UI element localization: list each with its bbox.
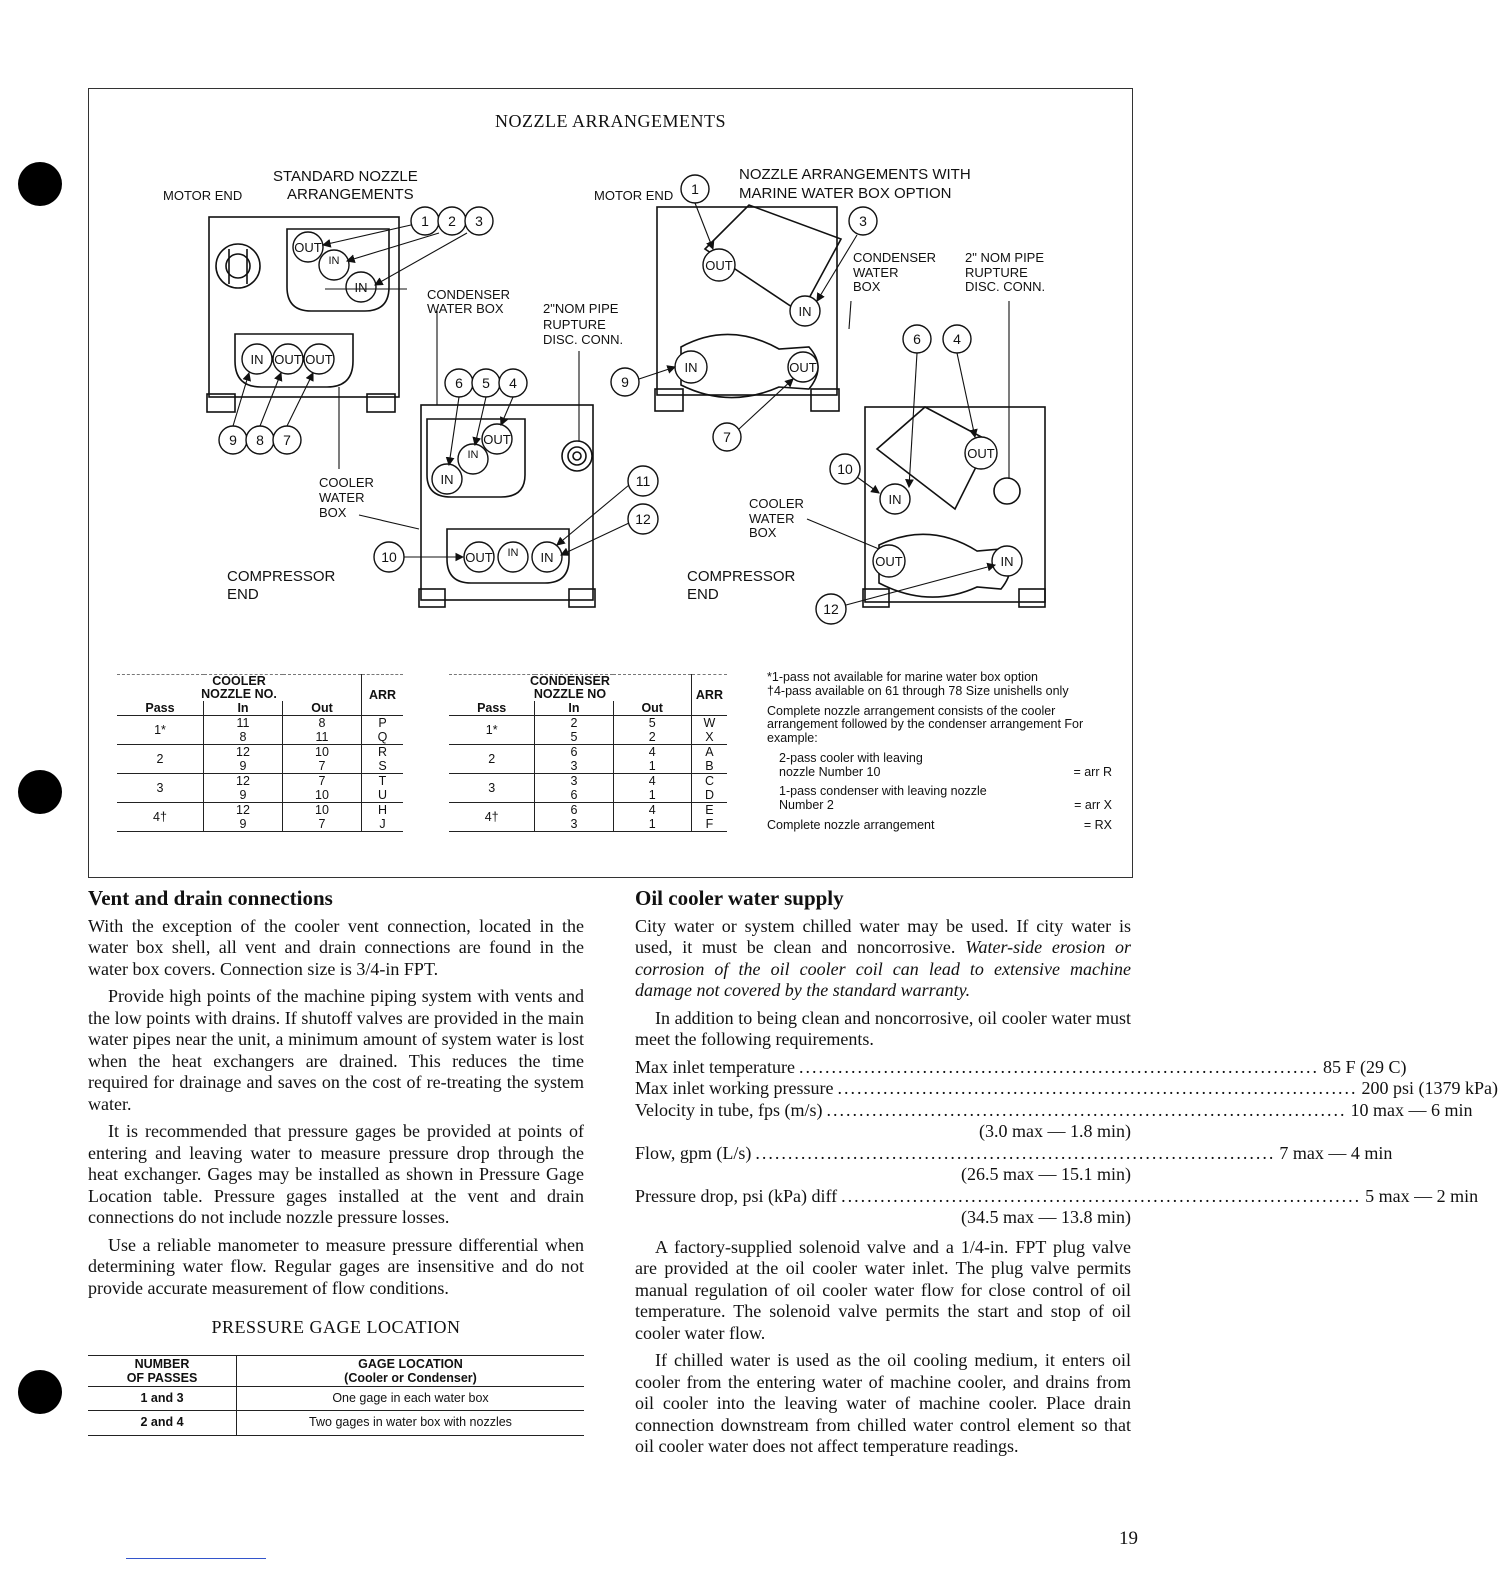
- spec-continuation: (3.0 max — 1.8 min): [979, 1121, 1131, 1141]
- example-row-3: Complete nozzle arrangement = RX: [767, 817, 1112, 832]
- spec-leader: ................................................................................: [837, 1078, 1358, 1098]
- condenser-table-row: [449, 716, 727, 731]
- vent-paragraph-3: It is recommended that pressure gages be provided at points of entering and leaving water to measure pressure drop through the heat exchanger. Gages may be installed as shown in Pressure Gage Location table. Pressure gages installed at the vent and drain connections do not include nozzle pressure losses.: [88, 1121, 584, 1227]
- cooler-table-in-cell: 9: [204, 788, 283, 803]
- svg-text:IN: IN: [1000, 554, 1014, 569]
- condenser-table-pass-cell: 4†: [449, 803, 535, 832]
- vent-heading: Vent and drain connections: [88, 886, 333, 910]
- cooler-nozzle-table: COOLER NOZZLE NO. ARR Pass In Out 1* 11 8 P 8 11 Q 2 12 10 R 9 7 S 3 12 7 T 9 10 U 4† 12 10 H 9 7 J: [117, 674, 403, 832]
- right-column: [635, 886, 1498, 1464]
- cooler-table-out-cell: 7: [283, 759, 362, 774]
- svg-text:WATER: WATER: [749, 511, 795, 526]
- condenser-table-arr-cell: E: [705, 803, 714, 817]
- cooler-table-arr-cell: J: [379, 817, 386, 831]
- condenser-table-arr-cell: A: [705, 745, 714, 759]
- pressure-gage-title: PRESSURE GAGE LOCATION: [211, 1317, 461, 1337]
- condenser-table-out-cell: 4: [613, 774, 691, 789]
- svg-text:WATER BOX: WATER BOX: [427, 301, 504, 316]
- table-footnotes: [767, 671, 1112, 833]
- condenser-table-arr-cell: F: [705, 817, 714, 831]
- svg-text:10: 10: [837, 461, 853, 477]
- punch-hole-top: [18, 162, 62, 206]
- svg-text:NOZZLE ARRANGEMENTS WITH: NOZZLE ARRANGEMENTS WITH: [739, 166, 971, 183]
- svg-text:IN: IN: [328, 255, 340, 267]
- cooler-table-out-cell: 7: [283, 774, 362, 789]
- svg-text:IN: IN: [684, 360, 698, 375]
- svg-text:COMPRESSOR: COMPRESSOR: [687, 568, 796, 585]
- oil-paragraph-3: A factory-supplied solenoid valve and a 1/4-in. FPT plug valve are provided at the oil cooler water inlet. The plug valve permits manual regulation of oil cooler water flow for close control of oil temperature. The solenoid valve permits the start and stop of oil cooler water flow.: [635, 1236, 1131, 1343]
- svg-text:OUT: OUT: [789, 360, 817, 375]
- oil-paragraph-2: In addition to being clean and noncorrosive, oil cooler water must meet the following requirements.: [635, 1007, 1131, 1049]
- svg-text:IN: IN: [440, 472, 454, 487]
- condenser-table-pass-cell: 1*: [449, 716, 535, 745]
- condenser-table-arr-cell: X: [705, 730, 714, 744]
- svg-text:10: 10: [381, 549, 397, 565]
- svg-text:RUPTURE: RUPTURE: [543, 317, 606, 332]
- oil-heading: Oil cooler water supply: [635, 886, 844, 910]
- spec-continuation: (26.5 max — 15.1 min): [961, 1164, 1131, 1184]
- svg-text:COOLER: COOLER: [749, 496, 804, 511]
- vent-paragraph-1: With the exception of the cooler vent connection, located in the water box shell, all vent and drain connections are found in the water box covers. Connection size is 3/4-in FPT.: [88, 915, 584, 979]
- footnote-3: Complete nozzle arrangement consists of the cooler arrangement followed by the condenser arrangement For example:: [767, 703, 1084, 745]
- condenser-table-pass-cell: 3: [449, 774, 535, 803]
- spec-leader: ................................................................................: [755, 1142, 1276, 1163]
- cooler-table-arr-cell: Q: [377, 730, 388, 744]
- vent-paragraph-2: Provide high points of the machine piping system with vents and the low points with drains. If shutoff valves are provided in the main water pipes near the unit, a minimum amount of system water is lost when the heat exchangers are drained. This reduces the time required for drainage and saves on the cost of re-treating the system water.: [88, 986, 584, 1114]
- svg-text:2" NOM PIPE: 2" NOM PIPE: [965, 250, 1045, 265]
- condenser-table-in-cell: 6: [535, 803, 613, 818]
- spec-row: [635, 1078, 1498, 1100]
- condenser-table-in-cell: 6: [535, 745, 613, 760]
- svg-text:OUT: OUT: [465, 550, 493, 565]
- svg-text:END: END: [227, 586, 259, 603]
- svg-text:3: 3: [859, 213, 867, 229]
- condenser-table-arr-cell: W: [703, 716, 716, 730]
- location-cell: Two gages in water box with nozzles: [237, 1411, 585, 1436]
- footnote-1: *1-pass not available for marine water box option: [767, 670, 1038, 684]
- svg-text:IN: IN: [798, 304, 812, 319]
- condenser-table-in-cell: 3: [535, 759, 613, 774]
- svg-text:ARRANGEMENTS: ARRANGEMENTS: [287, 186, 414, 203]
- svg-text:IN: IN: [888, 492, 902, 507]
- svg-text:OUT: OUT: [294, 240, 322, 255]
- condenser-table-in-cell: 5: [535, 730, 613, 745]
- spec-row: [635, 1056, 1407, 1079]
- spec-value: 85 F (29 C): [1322, 1056, 1407, 1077]
- svg-text:7: 7: [723, 429, 731, 445]
- condenser-table-row: [449, 803, 727, 818]
- cooler-table-in-cell: 8: [204, 730, 283, 745]
- svg-text:7: 7: [283, 432, 291, 448]
- cooler-table-arr-cell: H: [377, 803, 388, 817]
- spec-label: Pressure drop, psi (kPa) diff: [635, 1185, 838, 1206]
- cooler-table-arr-cell: R: [377, 745, 388, 759]
- svg-text:MOTOR END: MOTOR END: [594, 188, 674, 203]
- svg-text:12: 12: [635, 511, 651, 527]
- svg-text:WATER: WATER: [319, 490, 365, 505]
- footnote-2: †4-pass available on 61 through 78 Size unishells only: [767, 683, 1069, 698]
- pressure-gage-table: NUMBER OF PASSES GAGE LOCATION (Cooler or Condenser) 1 and 3 One gage in each water box 2 and 4 Two gages in water box with nozzles: [88, 1355, 584, 1436]
- spec-leader: ................................................................................: [826, 1099, 1347, 1120]
- svg-text:IN: IN: [354, 280, 368, 295]
- cooler-table-pass-cell: 3: [117, 774, 204, 803]
- cooler-table-arr-cell: T: [378, 774, 387, 788]
- svg-text:RUPTURE: RUPTURE: [965, 265, 1028, 280]
- cooler-table-in-cell: 12: [204, 803, 283, 818]
- spec-label: Max inlet temperature: [635, 1056, 795, 1077]
- pressure-gage-row: [88, 1386, 584, 1411]
- page-number: 19: [1119, 1528, 1138, 1549]
- cooler-table-header: COOLER: [212, 674, 266, 688]
- oil-spec-list: [635, 1056, 1498, 1229]
- nozzle-figure: [88, 88, 1133, 878]
- cooler-table-row: [117, 716, 403, 731]
- footer-rule: [126, 1558, 266, 1559]
- cooler-table-arr-cell: S: [378, 759, 387, 773]
- svg-text:1: 1: [691, 181, 699, 197]
- svg-text:6: 6: [455, 375, 463, 391]
- cooler-table-in-cell: 12: [204, 745, 283, 760]
- spec-row: [635, 1099, 1473, 1122]
- pressure-gage-row: [88, 1411, 584, 1436]
- spec-leader: ................................................................................: [841, 1185, 1362, 1206]
- svg-text:4: 4: [509, 375, 517, 391]
- cooler-table-out-cell: 10: [283, 788, 362, 803]
- cooler-table-pass-cell: 4†: [117, 803, 204, 832]
- condenser-table-out-cell: 4: [613, 745, 691, 760]
- cooler-table-arr-cell: U: [377, 788, 388, 802]
- svg-text:5: 5: [482, 375, 490, 391]
- condenser-table-out-cell: 5: [613, 716, 691, 731]
- condenser-table-out-cell: 2: [613, 730, 691, 745]
- svg-text:OUT: OUT: [483, 432, 511, 447]
- svg-text:OUT: OUT: [875, 554, 903, 569]
- svg-text:11: 11: [635, 473, 651, 489]
- condenser-table-arr-cell: D: [704, 788, 714, 802]
- condenser-table-in-cell: 3: [535, 817, 613, 832]
- punch-hole-middle: [18, 770, 62, 814]
- cooler-table-out-cell: 10: [283, 745, 362, 760]
- svg-text:4: 4: [953, 331, 961, 347]
- svg-text:CONDENSER: CONDENSER: [427, 287, 511, 302]
- passes-cell: 2 and 4: [88, 1411, 237, 1436]
- condenser-table-row: [449, 745, 727, 760]
- cooler-table-row: [117, 774, 403, 789]
- cooler-table-row: [117, 745, 403, 760]
- oil-paragraph-4: If chilled water is used as the oil cooling medium, it enters oil cooler from the entering water of machine cooler, and drains from oil cooler into the leaving water of machine cooler. Place drain connection downstream from chilled water control element so that oil cooler water does not affect temperature readings.: [635, 1350, 1131, 1456]
- location-cell: One gage in each water box: [237, 1386, 585, 1411]
- condenser-table-out-cell: 4: [613, 803, 691, 818]
- cooler-table-out-cell: 8: [283, 716, 362, 731]
- spec-value: 5 max — 2 min: [1365, 1185, 1479, 1206]
- svg-text:MARINE WATER BOX OPTION: MARINE WATER BOX OPTION: [739, 185, 952, 202]
- svg-text:12: 12: [823, 601, 839, 617]
- condenser-table-out-cell: 1: [613, 817, 691, 832]
- svg-text:OUT: OUT: [967, 446, 995, 461]
- svg-text:COMPRESSOR: COMPRESSOR: [227, 568, 336, 585]
- cooler-table-in-cell: 11: [204, 716, 283, 731]
- condenser-table-in-cell: 2: [535, 716, 613, 731]
- svg-text:3: 3: [475, 213, 483, 229]
- svg-text:BOX: BOX: [853, 279, 881, 294]
- condenser-table-arr-cell: C: [704, 774, 714, 788]
- svg-text:IN: IN: [507, 547, 519, 559]
- svg-text:DISC. CONN.: DISC. CONN.: [543, 332, 624, 347]
- svg-text:MOTOR END: MOTOR END: [163, 188, 243, 203]
- example-row-1: 2-pass cooler with leaving nozzle Number 10 = arr R: [779, 750, 1112, 779]
- figure-title: NOZZLE ARRANGEMENTS: [495, 111, 726, 131]
- spec-row: [635, 1142, 1393, 1165]
- condenser-table-pass-cell: 2: [449, 745, 535, 774]
- svg-text:BOX: BOX: [319, 505, 347, 520]
- svg-text:STANDARD NOZZLE: STANDARD NOZZLE: [273, 168, 418, 185]
- passes-cell: 1 and 3: [88, 1386, 237, 1411]
- svg-text:COOLER: COOLER: [319, 475, 374, 490]
- condenser-nozzle-table: CONDENSER NOZZLE NO ARR Pass In Out 1* 2 5 W 5 2 X 2 6 4 A 3 1 B 3 3 4 C 6 1 D 4† 6 4 E 3 1 F: [449, 674, 727, 832]
- spec-label: Velocity in tube, fps (m/s): [635, 1099, 823, 1120]
- svg-text:2: 2: [448, 213, 456, 229]
- svg-text:CONDENSER: CONDENSER: [853, 250, 937, 265]
- spec-label: Flow, gpm (L/s): [635, 1142, 752, 1163]
- svg-text:WATER: WATER: [853, 265, 899, 280]
- svg-text:DISC. CONN.: DISC. CONN.: [965, 279, 1046, 294]
- svg-text:OUT: OUT: [274, 352, 302, 367]
- svg-text:6: 6: [913, 331, 921, 347]
- svg-text:END: END: [687, 586, 719, 603]
- cooler-table-out-cell: 7: [283, 817, 362, 832]
- condenser-table-in-cell: 6: [535, 788, 613, 803]
- cooler-table-row: [117, 803, 403, 818]
- svg-text:IN: IN: [467, 449, 479, 461]
- spec-value: 200 psi (1379 kPa): [1361, 1078, 1498, 1098]
- cooler-table-arr-cell: P: [378, 716, 387, 730]
- vent-paragraph-4: Use a reliable manometer to measure pressure differential when determining water flow. Regular gages are insensitive and do not provide accurate measurement of flow conditions.: [88, 1234, 584, 1298]
- svg-text:IN: IN: [250, 352, 264, 367]
- svg-text:9: 9: [229, 432, 237, 448]
- spec-continuation: (34.5 max — 13.8 min): [961, 1207, 1131, 1227]
- condenser-table-arr-cell: B: [705, 759, 714, 773]
- svg-text:8: 8: [256, 432, 264, 448]
- left-column: [88, 888, 584, 1436]
- spec-value: 10 max — 6 min: [1350, 1099, 1473, 1120]
- svg-text:IN: IN: [540, 550, 554, 565]
- svg-text:2"NOM PIPE: 2"NOM PIPE: [543, 301, 619, 316]
- svg-text:OUT: OUT: [705, 258, 733, 273]
- cooler-table-out-cell: 10: [283, 803, 362, 818]
- cooler-table-out-cell: 11: [283, 730, 362, 745]
- condenser-table-header: CONDENSER: [530, 674, 610, 688]
- punch-hole-bottom: [18, 1370, 62, 1414]
- spec-row: [635, 1185, 1479, 1208]
- svg-text:9: 9: [621, 374, 629, 390]
- spec-value: 7 max — 4 min: [1279, 1142, 1393, 1163]
- cooler-table-in-cell: 12: [204, 774, 283, 789]
- spec-leader: ................................................................................: [798, 1056, 1319, 1077]
- spec-label: Max inlet working pressure: [635, 1078, 834, 1098]
- condenser-table-out-cell: 1: [613, 788, 691, 803]
- condenser-table-in-cell: 3: [535, 774, 613, 789]
- cooler-table-in-cell: 9: [204, 759, 283, 774]
- cooler-table-in-cell: 9: [204, 817, 283, 832]
- oil-paragraph-1: City water or system chilled water may be used. If city water is used, it must be clean and noncorrosive. Water-side erosion or corrosion of the oil cooler coil can lead to extensive machine damage not covered by the standard warranty.: [635, 915, 1131, 1000]
- svg-text:OUT: OUT: [305, 352, 333, 367]
- cooler-table-pass-cell: 1*: [117, 716, 204, 745]
- condenser-table-row: [449, 774, 727, 789]
- example-row-2: 1-pass condenser with leaving nozzle Number 2 = arr X: [779, 784, 1112, 812]
- svg-text:1: 1: [421, 213, 429, 229]
- svg-text:BOX: BOX: [749, 525, 777, 540]
- condenser-table-out-cell: 1: [613, 759, 691, 774]
- cooler-table-pass-cell: 2: [117, 745, 204, 774]
